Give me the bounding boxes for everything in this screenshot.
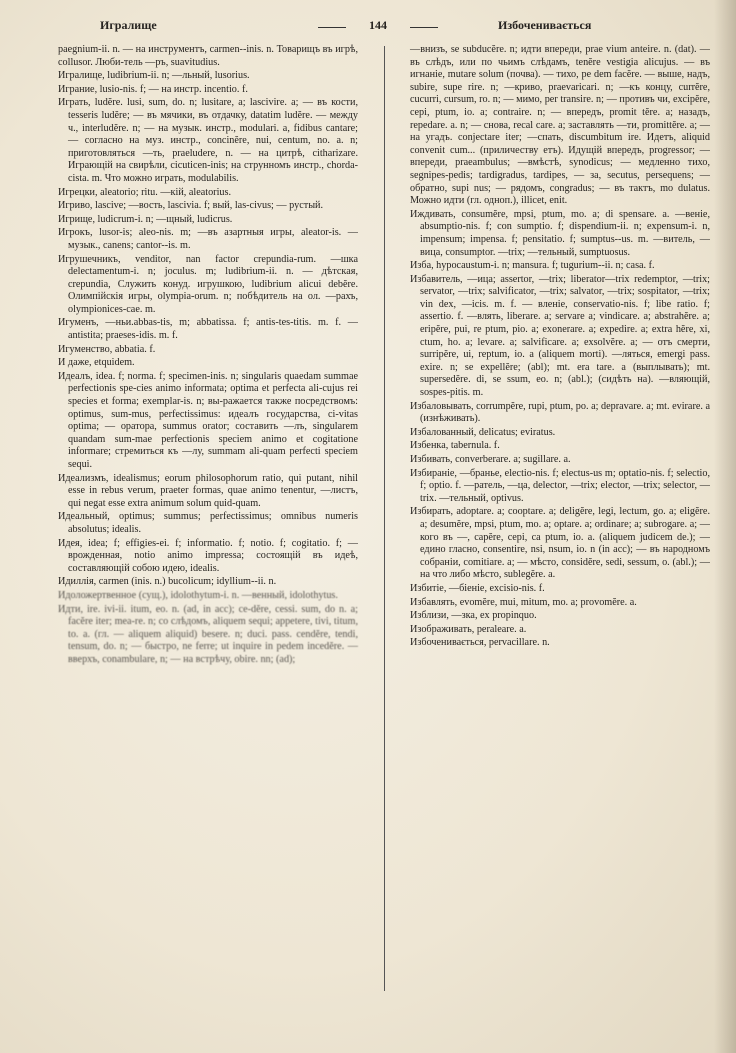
entry: Избалованный, delicatus; eviratus. [410,426,556,438]
entry: Избоченивається, pervacillare. n. [410,637,550,649]
entry: Играть, ludĕre. lusi, sum, do. n; lusitare, a; lascivire. a; — въ кости, tesseris ludĕre; — въ мячики, въ отдачку, datatim ludĕre. — между ч., interludĕre. n; — на музык. инстр., modulari. a, fidibus cantare; — согласно на муз. инстр., concinĕre, nui, centum, no. a. n; приготовляться —ть, praeludere, n. — на цитрѣ, citharizare. Играющій на свирѣли, cicuticen-inis; на струнномъ инстр., chorda-cista. m. Что можно играть, modulabilis. [58,97,358,184]
entry: Избивать, converberare. a; sugillare. a. [410,454,571,465]
entry: Идея, idea; f; effigies-ei. f; informatio. f; notio. f; cogitatio. f; — врожденная, notio animo impressa; состоящій въ идеѣ, составляющій собою идею, idealis. [58,537,358,574]
entry: Идеализмъ, idealismus; eorum philosophorum ratio, qui putant, nihil esse in rebus verum, praeter formas, quae animo tenentur, —листъ, qui negat esse extra animum solum quid-quam. [58,472,358,509]
entry: Игрище, ludicrum-i. n; —щный, ludicrus. [58,213,233,225]
left-column [58,44,358,668]
entry: Избирать, adoptare. a; cooptare. a; deligĕre, legi, lectum, go. a; eligĕre. a; desumĕre, mpsi, ptum, mo. a; optare. a; ordinare; a; subrogare. a; — кого въ —, capĕre, cepi, ca ptum, io. a. (aliquem judicem de.); — едино гласно, consentire, nsi, nsum, io. n (in acc); — въ народномъ собраніи, comitiare. a; — мѣсто, considĕre, sedi, sessum, o. (abl.); — на что либо мѣсто, sublegĕre. a. [410,506,710,581]
entry: Избенка, tabernula. f. [410,440,500,452]
entry: Избитіе, —біеніе, excisio-nis. f. [410,582,545,594]
entry: Изблизи, —зка, ex propinquo. [410,610,537,622]
column-divider [384,46,385,991]
page-edge-shadow [714,0,736,1053]
header-right-word: Избоченивається [498,18,592,32]
entry: Избираніе, —бранье, electio-nis. f; electus-us m; optatio-nis. f; selectio, f; optio. f. —ратель, —ца, delector, —trix; elector, —trix; selector, —trix. —тельный, optivus. [410,467,710,504]
entry: Изба, hypocaustum-i. n; mansura. f; tugurium--ii. n; casa. f. [410,260,655,272]
entry: Игрокъ, lusor-is; aleo-nis. m; —въ азартныя игры, aleator-is. —музык., canens; cantor--is. m. [58,227,358,251]
entry: Идеальный, optimus; summus; perfectissimus; omnibus numeris absolutus; idealis. [58,511,358,535]
entry: Игуменство, abbatia. f. [58,343,156,355]
entry: И даже, etquidem. [58,357,135,369]
right-column [410,44,710,651]
entry: Идоложертвенное (сущ.), idolothytum-i. n. —венный, idolothytus. [58,589,338,601]
entry: Идиллія, carmen (inis. n.) bucolicum; idyllium--ii. n. [58,576,277,588]
entry: Идеалъ, idea. f; norma. f; specimen-inis. n; singularis quaedam summae perfectionis spe-cies animo informata; optima et perfecta ali-cujus rei species et forma; exemplar-is. n; вы-ражается также посредствомъ: optimus, sum-mus, perfectissimus: идеалъ государства, ci-vitas optima; — оратора, summus orator; составить —лъ, singularem quandam sum-mae perfectionis speciem animo et cogitatione informare; стремиться къ —лу, summam ali-quam perfecti speciem sequi. [58,370,358,470]
entry: Игриво, lascive; —вость, lascivia. f; вый, las-civus; — рустый. [58,200,324,212]
page-number: 144 [318,18,438,33]
entry: Избаловывать, corrumpĕre, rupi, ptum, po. a; depravare. a; mt. evirare. a (изнѣживать). [410,400,710,425]
header-left-word: Игралище [100,18,157,32]
entry: Играние, lusio-nis. f; — на инстр. incentio. f. [58,83,248,95]
entry: Избавлять, evomĕre, mui, mitum, mo. a; provomĕre. a. [410,596,637,608]
page-header [60,14,710,36]
entry: Игрецки, aleatorio; ritu. —кій, aleatorius. [58,186,232,198]
entry: Игрушечникъ, venditor, nan factor crepundia-rum. —шка delectamentum-i. n; joculus. m; ludibrium-ii. n. — дѣтская, crepundia, Служить конуд. игрушкою, ludibrium alicui debĕre. Олимпійскія игры, olympia-orum. n; побѣдитель на ол. —рахъ, olympionices-cae. m. [58,253,358,315]
entry: —внизъ, se subducĕre. n; идти впереди, prae vium anteire. n. (dat). — въ слѣдъ, или по чьимъ слѣдамъ, tenĕre vestigia alicujus. — въ игнаніе, mutare solum (почва). — тихо, pe dem facĕre. — выше, надъ, subire, supe rire. n; —криво, praevaricari. n; —къ концу, currĕre, cucurri, cursum, ro. n; — мимо, per transire. n; — противъ чи, excipĕre, cepi, ptum, io. a; contraire. n; — впередъ, promit tĕre. a; назадъ, repedare. a. n; — снова, recal care. a; заставлять —ти, promittĕre. a; — на угадъ. conjectare iter; —спать, discumbitum ire. Идетъ, aliquid convenit cum... (приличеству етъ). Идущій впередъ, progressor; — впереди, praeambulus; —вмѣстѣ, synodicus; — медленно тихо, segnipes-pedis; tardigradus, tardipes, — за, secutus, persequens; — обратно, supi nus; — рядомъ, congradus; — въ тактъ, mo dulatus. Можно идти (гл. одноп.), illicet, enit. [410,44,710,207]
entry: Иждивать, consumĕre, mpsi, ptum, mo. a; di spensare. a. —веніе, absumptio-nis. f; con sumptio. f; dispendium-ii. n; expensum-i. n, impensum; impensa. f; pensitatio. f; sumptus--us. m. —витель, —вица, consumptor. —trix; —тельный, sumptuosus. [410,208,710,258]
entry: paegnium-ii. n. — на инструментъ, carmen--inis. n. Товарищъ въ игрѣ, collusor. Люби-тель —ръ, suavitudius. [58,44,358,68]
entry: Игралище, ludibrium-ii. n; —льный, lusorius. [58,70,250,82]
entry: Изображивать, peraleare. a. [410,623,527,635]
entry: Идти, ire. ivi-ii. itum, eo. n. (ad, in acc); ce-dĕre, cessi. sum, do n. a; facĕre iter; mea-re. n; со слѣдомъ, aliquem sequi; appetere, tivi, titum, to. a. (гл. — aliquem aliquid) besere. n; duci. pass. cendĕre, tendi, tensum, do. n; — быстро, ne ferre; ut inquire in pedem incedĕre. — вверхъ, conambulare, n; — на встрѣчу, obire. nn; (ad); [58,603,358,665]
entry: Игуменъ, —ньи.abbas-tis, m; abbatissa. f; antis-tes-titis. m. f. — antistita; praeses-idis. m. f. [58,317,358,342]
entry: Избавитель, —ица; assertor, —trix; liberator—trix redemptor, —trix; servator, —trix; salvificator, —trix; salvator, —trix; sospitator, —trix; vin dex, —icis. m. f. — вленіе, conservatio-nis. f; libe ratio. f; assertio. f. —влять, liberare. a; servare a; vindicare. a; abstrahĕre. a; eripĕre, pui, re ptum, pio. a; exonerare. a; expedire. a; extra hĕre, xi, ctum, ho. a; levare. a; salvificare. a; exsolvĕre. a; — отъ смерти, surripĕre, ui, reptum, io. a (aliquem morti). —ляться, emergi pass. exire. n; se expellĕre; (abl); mt. era tare. a (выплывать); mt. supersedĕre. di, se ssum, eo. n; (abl.); (сидѣть на). —вляющій, sospes-pitis. m. [410,273,710,399]
